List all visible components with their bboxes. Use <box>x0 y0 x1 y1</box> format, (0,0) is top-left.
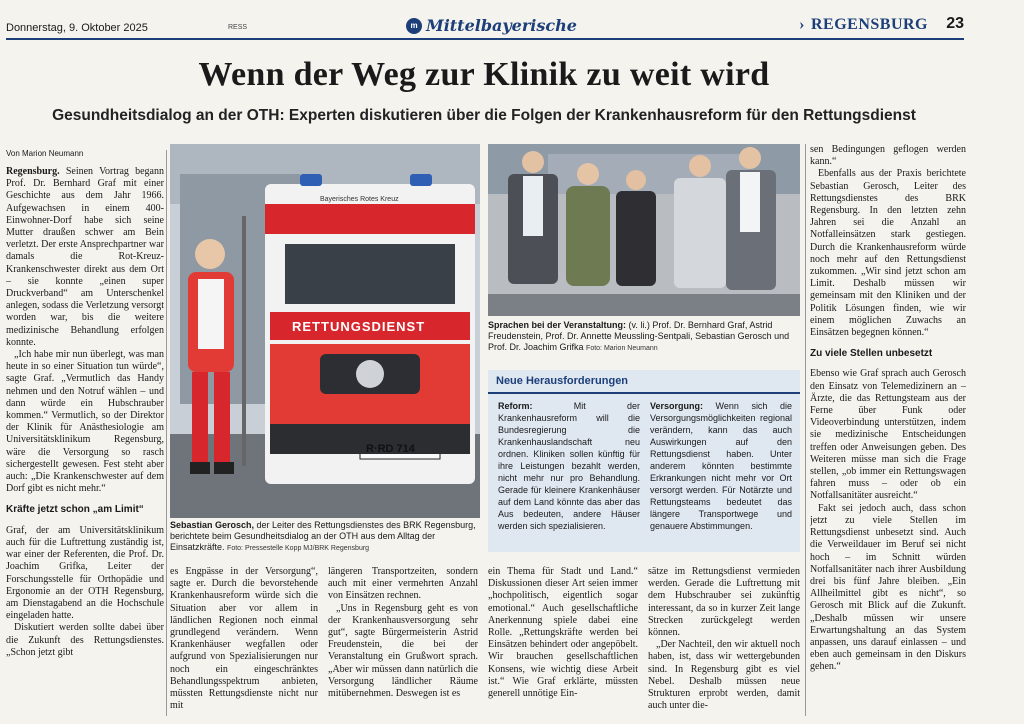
info-box-reform: Reform: Mit der Krankenhausreform will die Bundesregierung die Krankenhauslandschaft neu ordnen. Kliniken sollen künftig für ihre Leistungen bezahlt werden, nicht mehr nur pro Behandlung. Gerade für kleinere Krankenhäuser auf dem Land könnte das aber das Aus bedeuten, andere Häuser werden sich spezialisieren. <box>498 401 640 531</box>
column-divider <box>805 144 806 716</box>
paragraph: Graf, der am Universitätsklinikum auch für die Luftrettung zuständig ist, war einer der Referenten, die Prof. Dr. Joachim Grifka, Leiter der Forschungsstelle für Orthopädie und Ergonomie an der OTH Regensburg, am Dienstagabend an die Hochschule eingeladen hatte. <box>6 524 164 622</box>
newspaper-logo <box>406 16 577 35</box>
paragraph: „Ich habe mir nun überlegt, was man heute in so einer Situation tun würde“, sagte Graf. „Vermutlich das Handy nehmen und den Notruf wählen – und dann würde ein Hubschrauber kommen.“ Vermutlich, so der Direktor der Klinik für Anästhesiologie am Universitätsklinikum Regensburg, wäre die Versorgung so rasch sichergestellt gewesen. Fest steht aber auch: „Die Krankenschwester auf dem Dorf gibt es nicht mehr.“ <box>6 349 164 495</box>
subhead-kraefte: Kräfte jetzt schon „am Limit“ <box>6 504 144 516</box>
paragraph: Regensburg. Seinen Vortrag begann Prof. Dr. Bernhard Graf mit einer Geschichte aus dem Jahr 1966. Aufgewachsen in einem 400-Einwohner-Dorf habe sich seine Mutter draußen schwer am Bein verletzt. Der erste Ansprechpartner war damals die Rot-Kreuz-Krankenschwester direkt aus dem Ort – sie konnte „einen super Druckverband“ am Unterschenkel anlegen, sodass die Verletzung versorgt worden war, bis die weitere medizinische Behandlung erfolgen konnte. <box>6 166 164 348</box>
photo-group-caption: Sprachen bei der Veranstaltung: (v. li.) Prof. Dr. Bernhard Graf, Astrid Freudenstein, Prof. Dr. Annette Meussling-Sentpali, Sebastian Gerosch und Prof. Dr. Joachim Grifka Foto: Marion Neumann <box>488 320 790 352</box>
subhead-stellen: Zu viele Stellen unbesetzt <box>810 348 933 360</box>
article-column-2: es Engpässe in der Versorgung“, sagte er. Durch die bevorstehende Krankenhausreform würde sich die Situation aber vor allem in ländlichen Regionen noch einmal grundlegend verändern. Wenn Krankenhäuser wegfallen oder aufgrund von Spezialisierungen nur noch ein eingeschränktes Behandlungsspektrum anbieten, müssten Rettungsdienste nicht nur mit <box>170 566 318 712</box>
license-plate: R·RD 714 <box>366 443 415 455</box>
paragraph: Diskutiert werden sollte dabei über die Zukunft des Rettungsdienstes. „Schon jetzt gibt <box>6 622 164 658</box>
issue-date: Donnerstag, 9. Oktober 2025 <box>6 22 148 34</box>
article-column-4: ein Thema für Stadt und Land.“ Diskussionen dieser Art seien immer „hochpolitisch, eigentlich sogar emotional.“ Auch gesellschaftliche Anerkennung spiele dabei eine Rolle. „Rettungskräfte werden bei Einsätzen behindert oder angepöbelt. Wir brauchen gesellschaftlichen Konsens, wie wichtig diese Arbeit ist.“ Wie Graf erklärte, müssten generell unnötige Ein- <box>488 566 638 700</box>
ress-mark: RESS <box>228 24 248 31</box>
headline: Wenn der Weg zur Klinik zu weit wird <box>198 56 770 93</box>
article-column-1 <box>6 166 164 712</box>
vehicle-text: RETTUNGSDIENST <box>292 319 426 334</box>
logo-text: Mittelbayerische <box>426 16 577 35</box>
vehicle-label: Bayerisches Rotes Kreuz <box>320 196 399 203</box>
page-number: 23 <box>946 15 964 32</box>
logo-icon: m <box>406 18 422 34</box>
photo-ambulance-caption: Sebastian Gerosch, der Leiter des Rettungsdienstes des BRK Regensburg, berichtete beim Gesundheitsdialog an der OTH aus dem Alltag der Einsatzkräfte. Foto: Pressestelle Kopp MJ/BRK Regensburg <box>170 520 476 552</box>
article-column-5: sätze im Rettungsdienst vermieden werden. Gerade die Luftrettung mit dem Hubschrauber sei zukünftig interessant, da so in kurzer Zeit lange Strecken zurückgelegt werden können. „Der Nachteil, den wir aktuell noch haben, ist, dass wir wettergebunden sind. In Regensburg gibt es viel Nebel. Deshalb müssen neue Strukturen erprobt werden, damit auch unter die- <box>648 566 800 712</box>
article-column-3: längeren Transportzeiten, sondern auch mit einer vermehrten Anzahl von Einsätzen rechnen. „Uns in Regensburg geht es von der Krankenhausversorgung sehr gut“, sagte Bürgermeisterin Astrid Freudenstein, die bei der Veranstaltung ein Grußwort sprach. „Aber wir müssen dann natürlich die Versorgung ländlicher Räume mitübernehmen. Deswegen ist es <box>328 566 478 700</box>
group-photo-graphic <box>488 144 800 316</box>
info-box <box>488 370 800 552</box>
photo-group <box>488 144 800 316</box>
subheadline: Gesundheitsdialog an der OTH: Experten diskutieren über die Folgen der Krankenhausreform für den Rettungsdienst <box>52 107 916 124</box>
photo-ambulance <box>170 144 480 518</box>
photo-credit: Foto: Pressestelle Kopp MJ/BRK Regensburg <box>227 545 370 552</box>
article-column-6: sen Bedingungen geflogen werden kann.“ Ebenfalls aus der Praxis berichtete Sebastian Gerosch, Leiter des Rettungsdienstes des BRK Regensburg. In den letzten zehn Jahren sei die Anzahl an Notfalleinsätzen stark gestiegen. Durch die Krankenhausreform würde noch mehr auf den Rettungsdienst zukommen. „Wir sind jetzt schon am Limit. Deshalb müssen wir gemeinsam mit den Kliniken und der Politik Lösungen finden, wie wir einem möglichen Zuwachs an Einsätzen begegnen können.“ Zu viele Stellen unbesetzt Ebenso wie Graf sprach auch Gerosch den Einsatz von Telemedizinern an – Ärzte, die das Rettungsteam aus der Ferne über Funk oder Videoverbindung unterstützen, indem sie medizinische Entscheidungen treffen oder Anweisungen geben. Des Weiteren müsse man sich die Frage stellen, „ob immer ein Rettungswagen fahren muss – oder ob ein Notfallsanitäter ausreicht.“ Fakt sei jedoch auch, dass schon jetzt zu viele Stellen im Rettungsdienst unbesetzt sind. Auch die Verweildauer im Beruf sei nicht hoch – im Schnitt würden Notfallsanitäter nach ihrer Ausbildung drei bis fünf Jahre bleiben. „Ein Allheilmittel gibt es nicht“, so Gerosch mit Blick auf die Zukunft. „Deshalb müssen wir unsere Erwartungshaltung an das System anpassen, uns darauf einlassen – und eben auch gemeinsam in den Diskurs gehen.“ <box>810 144 966 673</box>
info-box-versorgung: Versorgung: Wenn sich die Versorgungsmöglichkeiten regional verändern, kann das auch Auswirkungen auf den Rettungsdienst haben. Unter anderem könnten bestimmte Erkrankungen nicht mehr vor Ort versorgt werden. Für Notärzte und Rettungsteams bedeutet das längere Transportwege und genauere Abstimmungen. <box>650 401 792 531</box>
info-box-title: Neue Herausforderungen <box>488 370 800 394</box>
photo-credit: Foto: Marion Neumann <box>586 345 658 352</box>
column-divider <box>166 150 167 716</box>
author-line: Von Marion Neumann <box>6 149 84 158</box>
page-header <box>6 10 964 40</box>
section-name: › REGENSBURG <box>799 16 928 34</box>
